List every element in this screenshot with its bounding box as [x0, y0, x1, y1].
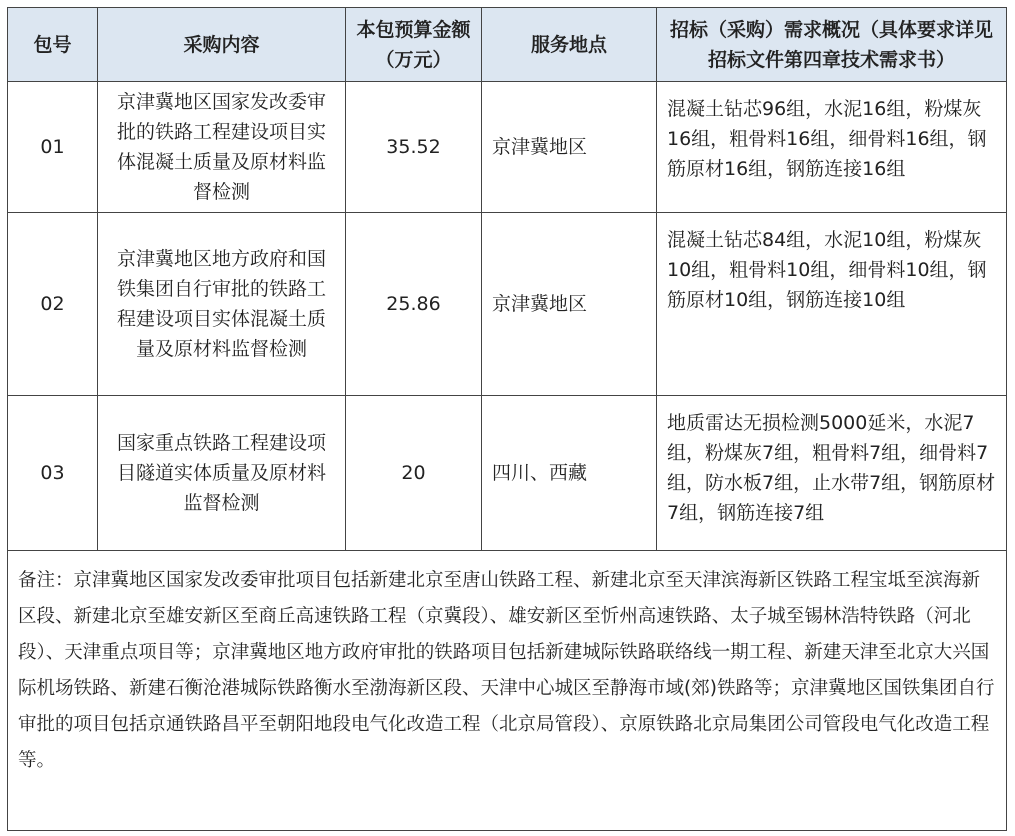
- content-cell: 京津冀地区地方政府和国铁集团自行审批的铁路工程建设项目实体混凝土质量及原材料监督检测: [98, 213, 346, 396]
- content-cell: 国家重点铁路工程建设项目隧道实体质量及原材料监督检测: [98, 396, 346, 551]
- header-content: 采购内容: [98, 8, 346, 82]
- note-row: [8, 551, 1007, 831]
- header-location: 服务地点: [482, 8, 657, 82]
- package-no-cell: 01: [8, 82, 98, 213]
- budget-cell: 25.86: [346, 213, 482, 396]
- package-no-cell: 03: [8, 396, 98, 551]
- header-budget: 本包预算金额（万元）: [346, 8, 482, 82]
- content-cell: 京津冀地区国家发改委审批的铁路工程建设项目实体混凝土质量及原材料监督检测: [98, 82, 346, 213]
- location-cell: 京津冀地区: [482, 82, 657, 213]
- budget-cell: 20: [346, 396, 482, 551]
- header-requirements: 招标（采购）需求概况（具体要求详见招标文件第四章技术需求书）: [657, 8, 1007, 82]
- table-row: [8, 396, 1007, 551]
- package-no-cell: 02: [8, 213, 98, 396]
- table-row: [8, 213, 1007, 396]
- table-header-row: [8, 8, 1007, 82]
- procurement-table: [7, 7, 1007, 831]
- note-cell: 备注：京津冀地区国家发改委审批项目包括新建北京至唐山铁路工程、新建北京至天津滨海新区铁路工程宝坻至滨海新区段、新建北京至雄安新区至商丘高速铁路工程（京冀段）、雄安新区至忻州高速铁路、太子城至锡林浩特铁路（河北段）、天津重点项目等；京津冀地区地方政府审批的铁路项目包括新建城际铁路联络线一期工程、新建天津至北京大兴国际机场铁路、新建石衡沧港城际铁路衡水至渤海新区段、天津中心城区至静海市域(郊)铁路等；京津冀地区国铁集团自行审批的项目包括京通铁路昌平至朝阳地段电气化改造工程（北京局管段）、京原铁路北京局集团公司管段电气化改造工程等。: [8, 551, 1007, 831]
- budget-cell: 35.52: [346, 82, 482, 213]
- location-cell: 四川、西藏: [482, 396, 657, 551]
- header-package-no: 包号: [8, 8, 98, 82]
- requirements-cell: 混凝土钻芯84组，水泥10组，粉煤灰10组，粗骨料10组，细骨料10组，钢筋原材10组，钢筋连接10组: [657, 213, 1007, 396]
- location-cell: 京津冀地区: [482, 213, 657, 396]
- requirements-cell: 混凝土钻芯96组，水泥16组，粉煤灰16组，粗骨料16组，细骨料16组，钢筋原材16组，钢筋连接16组: [657, 82, 1007, 213]
- requirements-cell: 地质雷达无损检测5000延米，水泥7组，粉煤灰7组，粗骨料7组，细骨料7组，防水板7组，止水带7组，钢筋原材7组，钢筋连接7组: [657, 396, 1007, 551]
- table-row: [8, 82, 1007, 213]
